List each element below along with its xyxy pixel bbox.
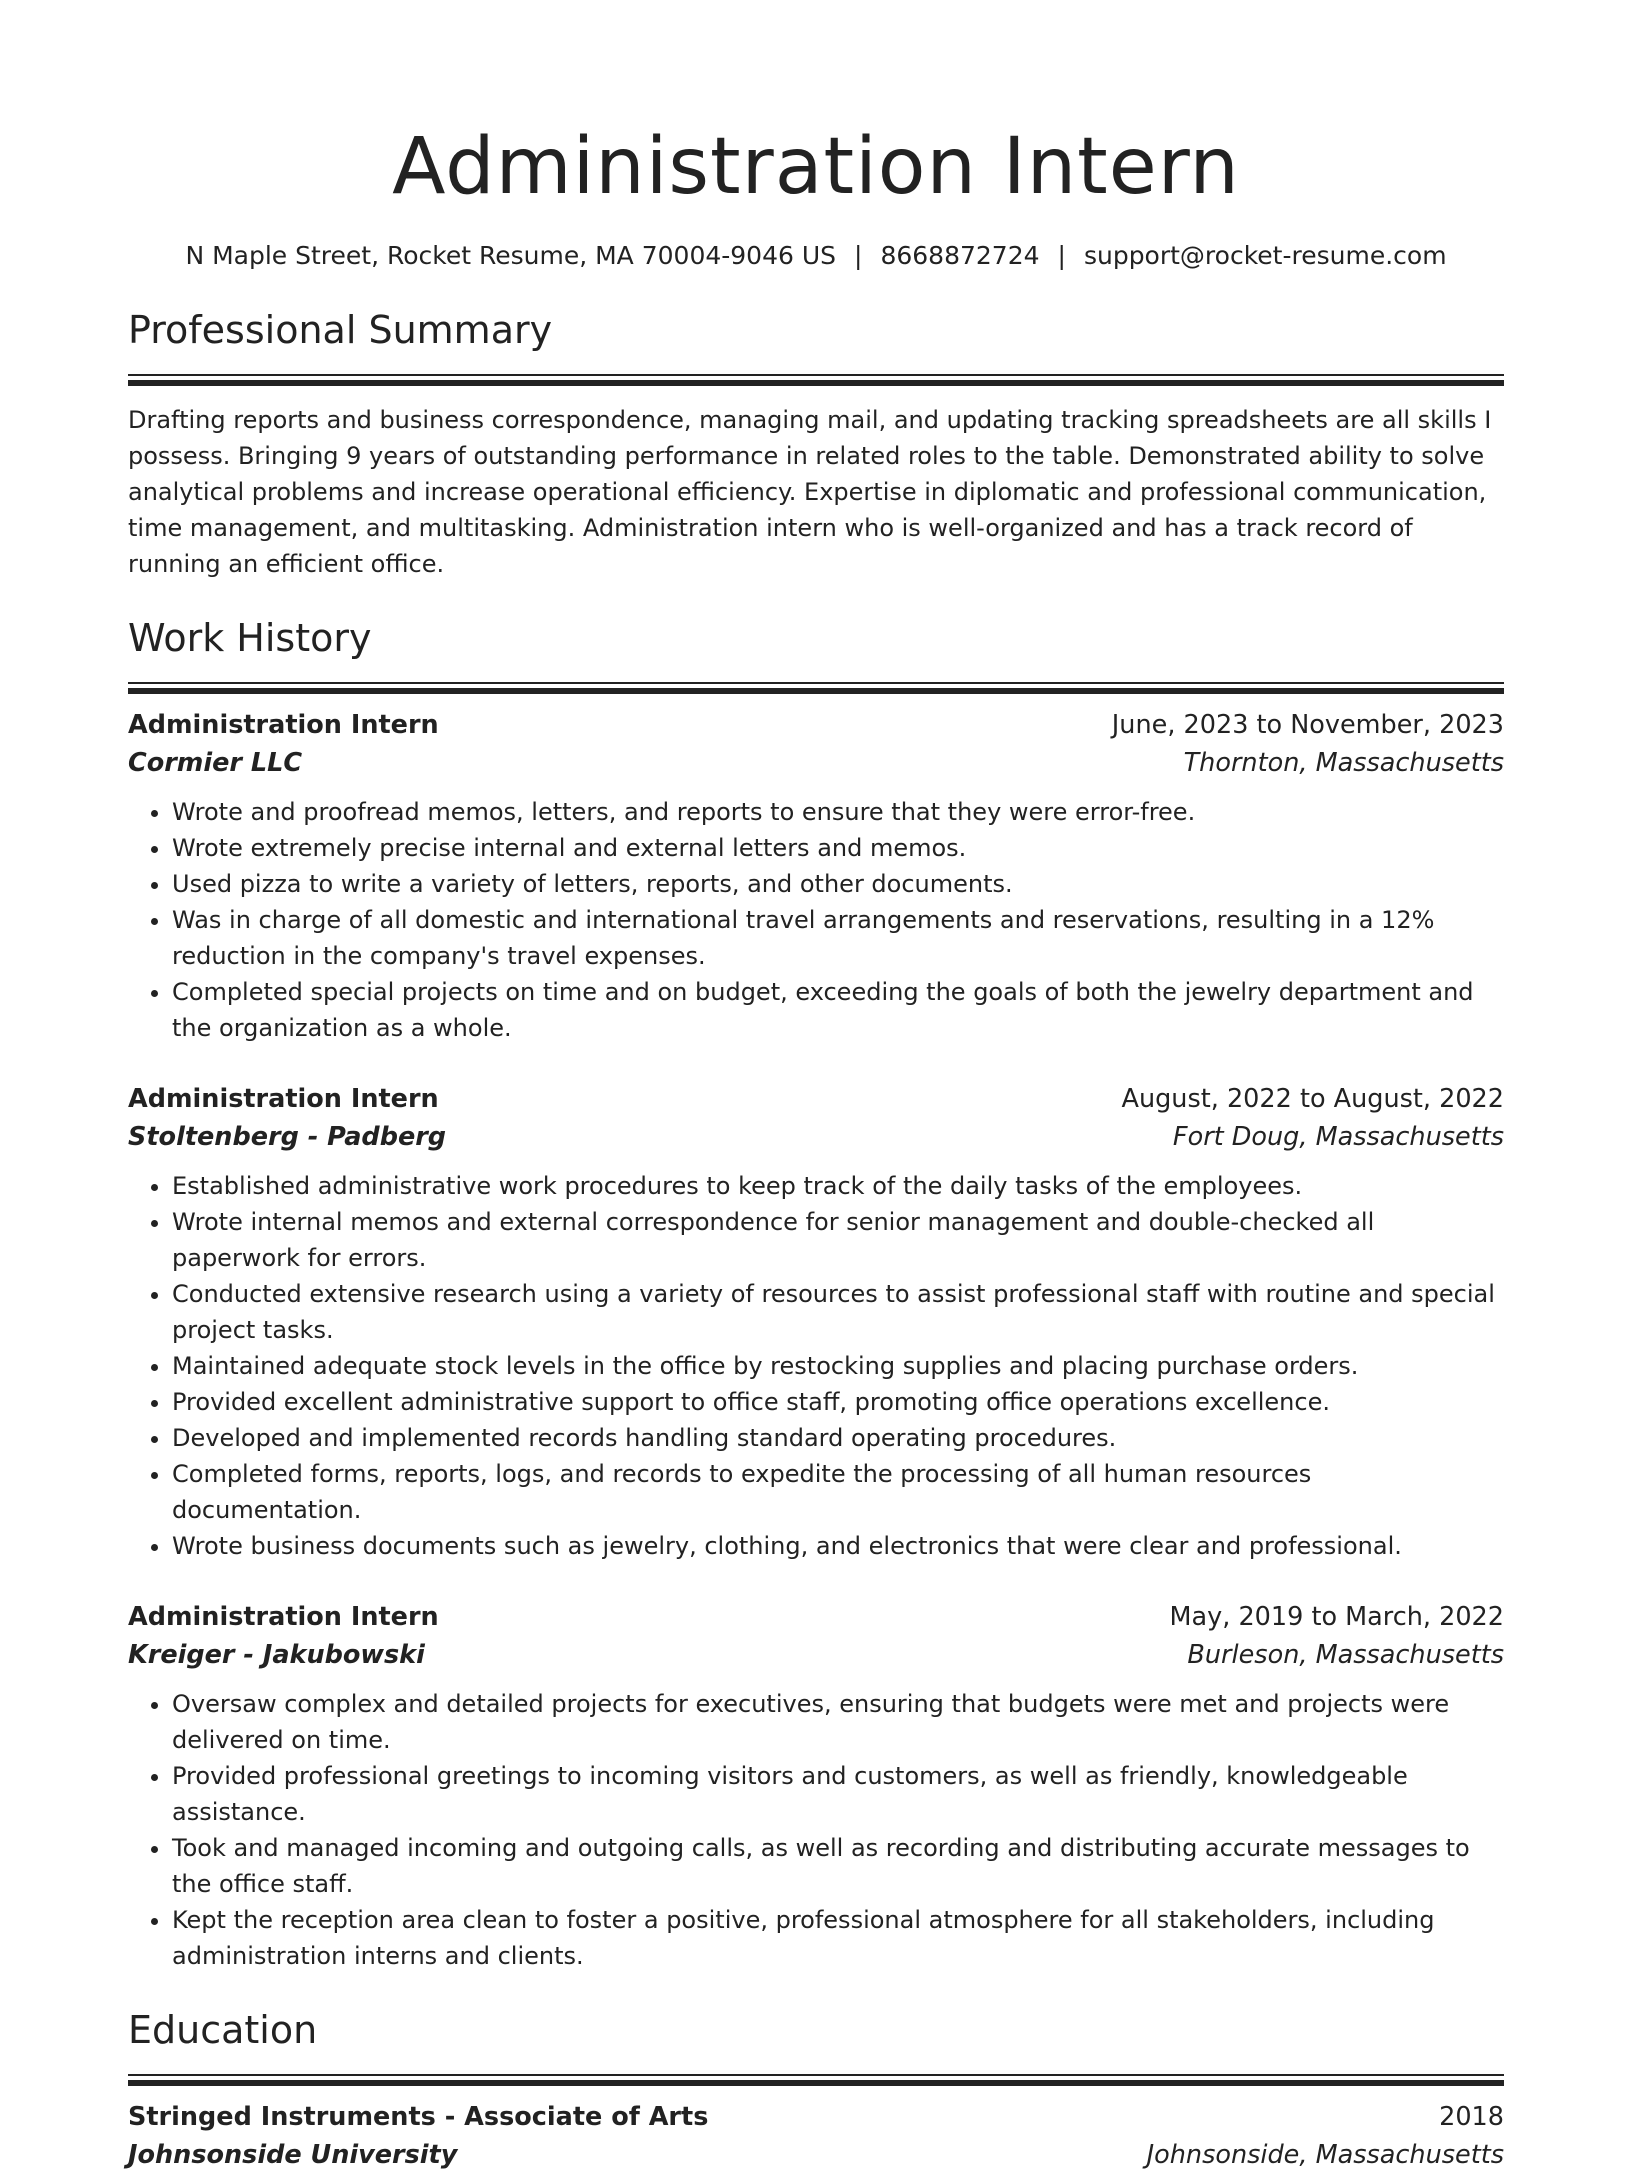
job-location: Burleson, Massachusetts	[1187, 1640, 1504, 1670]
section-divider	[128, 2074, 1504, 2086]
job-company: Cormier LLC	[128, 748, 303, 778]
job-location: Fort Doug, Massachusetts	[1172, 1122, 1504, 1152]
contact-address: N Maple Street, Rocket Resume, MA 70004-9046 US	[185, 241, 837, 270]
list-item: • Wrote and proofread memos, letters, and reports to ensure that they were error-free.	[172, 794, 1504, 830]
job-title: Administration Intern	[128, 1602, 439, 1632]
job-company: Stoltenberg - Padberg	[128, 1122, 447, 1152]
section-title-summary: Professional Summary	[128, 308, 553, 352]
list-item: • Wrote extremely precise internal and external letters and memos.	[172, 830, 1504, 866]
contact-line	[128, 238, 1504, 274]
contact-separator: |	[854, 241, 863, 270]
section-title-work-history: Work History	[128, 616, 372, 660]
education-entry	[128, 2098, 1504, 2174]
job-entry	[128, 1080, 1504, 1564]
job-bullets	[128, 794, 1504, 1046]
list-item: • Wrote business documents such as jewelry, clothing, and electronics that were clear and professional.	[172, 1528, 1504, 1564]
summary-text: Drafting reports and business correspondence, managing mail, and updating tracking spreadsheets are all skills I possess. Bringing 9 years of outstanding performance in related roles to the table. Demonstrated ability to solve analytical problems and increase operational efficiency. Expertise in diplomatic and professional communication, time management, and multitasking. Administration intern who is well-organized and has a track record of running an efficient office.	[128, 406, 1492, 578]
education-school: Johnsonside University	[128, 2140, 458, 2170]
resume-name: Administration Intern	[392, 122, 1240, 212]
education-year: 2018	[1439, 2102, 1504, 2132]
list-item: • Maintained adequate stock levels in the office by restocking supplies and placing purchase orders.	[172, 1348, 1504, 1384]
list-item: • Established administrative work procedures to keep track of the daily tasks of the employees.	[172, 1168, 1504, 1204]
work-history-section	[128, 612, 1504, 1974]
job-title: Administration Intern	[128, 1084, 439, 1114]
job-entry	[128, 1598, 1504, 1974]
job-entry	[128, 706, 1504, 1046]
list-item: • Developed and implemented records handling standard operating procedures.	[172, 1420, 1504, 1456]
list-item: • Completed special projects on time and on budget, exceeding the goals of both the jewelry department and the organization as a whole.	[172, 974, 1504, 1046]
job-title: Administration Intern	[128, 710, 439, 740]
list-item: • Took and managed incoming and outgoing calls, as well as recording and distributing accurate messages to the office staff.	[172, 1830, 1504, 1902]
job-header	[128, 706, 1504, 744]
list-item: • Wrote internal memos and external correspondence for senior management and double-checked all paperwork for errors.	[172, 1204, 1504, 1276]
list-item: • Used pizza to write a variety of letters, reports, and other documents.	[172, 866, 1504, 902]
list-item: • Completed forms, reports, logs, and records to expedite the processing of all human resources documentation.	[172, 1456, 1504, 1528]
list-item: • Conducted extensive research using a variety of resources to assist professional staff with routine and special project tasks.	[172, 1276, 1504, 1348]
job-location: Thornton, Massachusetts	[1183, 748, 1504, 778]
job-header	[128, 1080, 1504, 1118]
contact-email: support@rocket-resume.com	[1083, 241, 1447, 270]
list-item: • Provided professional greetings to incoming visitors and customers, as well as friendly, knowledgeable assistance.	[172, 1758, 1504, 1830]
job-company: Kreiger - Jakubowski	[128, 1640, 425, 1670]
job-dates: May, 2019 to March, 2022	[1169, 1602, 1504, 1632]
job-dates: June, 2023 to November, 2023	[1111, 710, 1504, 740]
section-title-education: Education	[128, 2008, 318, 2052]
list-item: • Kept the reception area clean to foster a positive, professional atmosphere for all stakeholders, including administration interns and clients.	[172, 1902, 1504, 1974]
education-header	[128, 2098, 1504, 2136]
job-subheader	[128, 1118, 1504, 1156]
education-degree: Stringed Instruments - Associate of Arts	[128, 2102, 709, 2132]
job-bullets	[128, 1168, 1504, 1564]
section-divider	[128, 374, 1504, 386]
education-subheader	[128, 2136, 1504, 2174]
job-dates: August, 2022 to August, 2022	[1121, 1084, 1504, 1114]
job-bullets	[128, 1686, 1504, 1974]
job-subheader	[128, 744, 1504, 782]
education-location: Johnsonside, Massachusetts	[1146, 2140, 1504, 2170]
job-header	[128, 1598, 1504, 1636]
contact-phone: 8668872724	[880, 241, 1040, 270]
job-subheader	[128, 1636, 1504, 1674]
education-section	[128, 2004, 1504, 2174]
list-item: • Oversaw complex and detailed projects for executives, ensuring that budgets were met and projects were delivered on time.	[172, 1686, 1504, 1758]
list-item: • Was in charge of all domestic and international travel arrangements and reservations, resulting in a 12% reduction in the company's travel expenses.	[172, 902, 1504, 974]
section-divider	[128, 682, 1504, 694]
summary-section	[128, 304, 1504, 582]
contact-separator: |	[1057, 241, 1066, 270]
list-item: • Provided excellent administrative support to office staff, promoting office operations excellence.	[172, 1384, 1504, 1420]
